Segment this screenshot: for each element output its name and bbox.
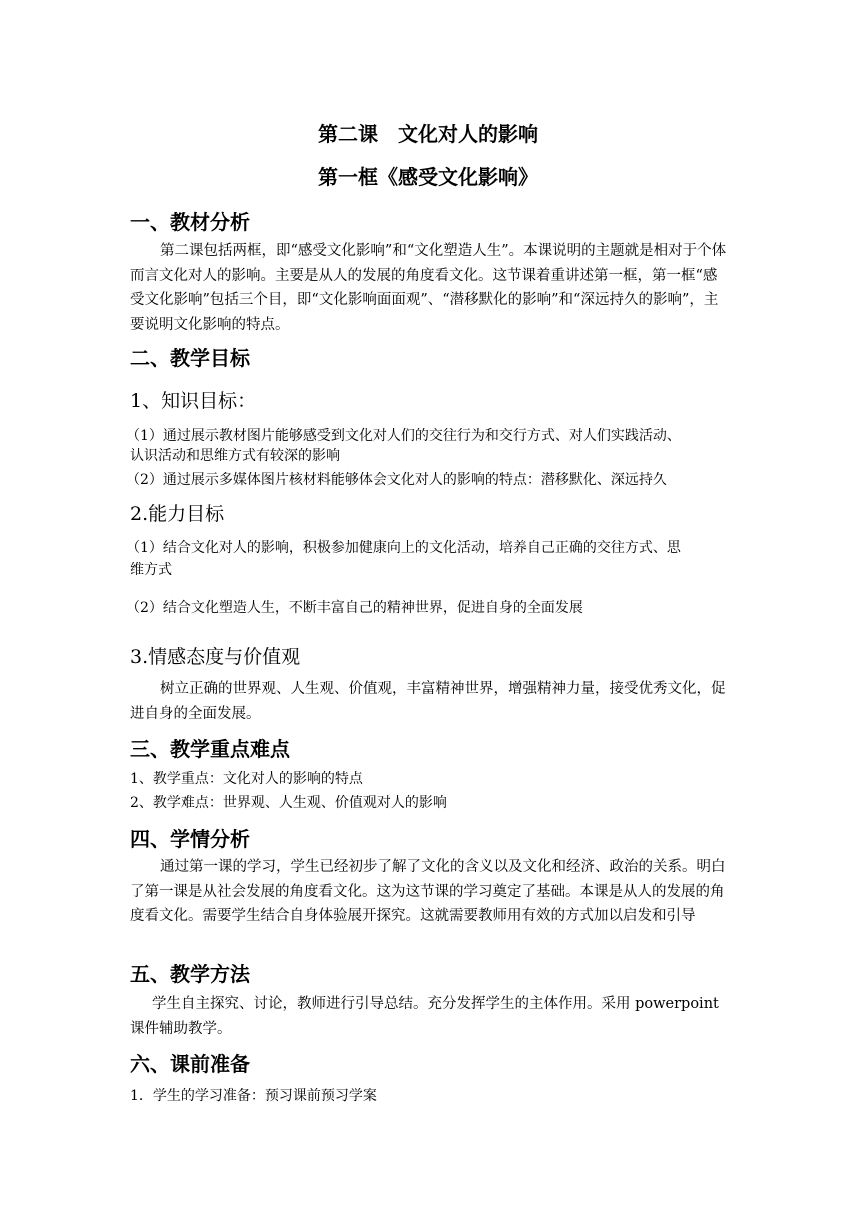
knowledge-objective-1-line1: （1）通过展示教材图片能够感受到文化对人们的交往行为和交行方式、对人们实践活动、 [126, 428, 681, 444]
key-point-item: 1、教学重点：文化对人的影响的特点 [130, 771, 363, 787]
preparation-item-1: 1．学生的学习准备：预习课前预习学案 [130, 1088, 377, 1104]
knowledge-objectives-heading: 1、知识目标： [130, 390, 257, 412]
ability-objective-1-line1: （1）结合文化对人的影响，积极参加健康向上的文化活动，培养自己正确的交往方式、思 [126, 540, 681, 556]
teaching-method-paragraph: 学生自主探究、讨论，教师进行引导总结。充分发挥学生的主体作用。采用 powerpoint 课件辅助教学。 [130, 996, 719, 1037]
ability-objective-2: （2）结合文化塑造人生，不断丰富自己的精神世界，促进自身的全面发展 [126, 600, 583, 616]
knowledge-objective-2: （2）通过展示多媒体图片核材料能够体会文化对人的影响的特点：潜移默化、深远持久 [126, 472, 667, 488]
textbook-analysis-paragraph: 第二课包括两框，即“感受文化影响”和“文化塑造人生”。本课说明的主题就是相对于个体而言文化对人的影响。主要是从人的发展的角度看文化。这节课着重讲述第一框，第一框“感受文化影响”包括三个目，即“文化影响面面观”、“潜移默化的影响”和“深远持久的影响”，主要说明文化影响的特点。 [130, 243, 727, 333]
heading-preparation: 六、课前准备 [130, 1052, 250, 1076]
emotion-values-paragraph: 树立正确的世界观、人生观、价值观，丰富精神世界，增强精神力量，接受优秀文化，促进自身的全面发展。 [130, 681, 726, 722]
ability-objective-1-line2: 维方式 [130, 562, 172, 578]
section-title: 第一框《感受文化影响》 [318, 165, 538, 189]
heading-key-difficult-points: 三、教学重点难点 [130, 737, 290, 761]
ability-objectives-heading: 2.能力目标 [130, 503, 225, 525]
heading-teaching-method: 五、教学方法 [130, 962, 250, 986]
lesson-title: 第二课 文化对人的影响 [318, 122, 538, 146]
heading-textbook-analysis: 一、教材分析 [130, 210, 250, 234]
heading-teaching-objectives: 二、教学目标 [130, 346, 250, 370]
difficult-point-item: 2、教学难点：世界观、人生观、价值观对人的影响 [130, 795, 447, 811]
student-analysis-paragraph: 通过第一课的学习，学生已经初步了解了文化的含义以及文化和经济、政治的关系。明白了第一课是从社会发展的角度看文化。这为这节课的学习奠定了基础。本课是从人的发展的角度看文化。需要学生结合自身体验展开探究。这就需要教师用有效的方式加以启发和引导 [130, 859, 726, 924]
heading-student-analysis: 四、学情分析 [130, 827, 250, 851]
knowledge-objective-1-line2: 认识活动和思维方式有较深的影响 [130, 448, 340, 464]
emotion-values-heading: 3.情感态度与价值观 [130, 646, 301, 668]
